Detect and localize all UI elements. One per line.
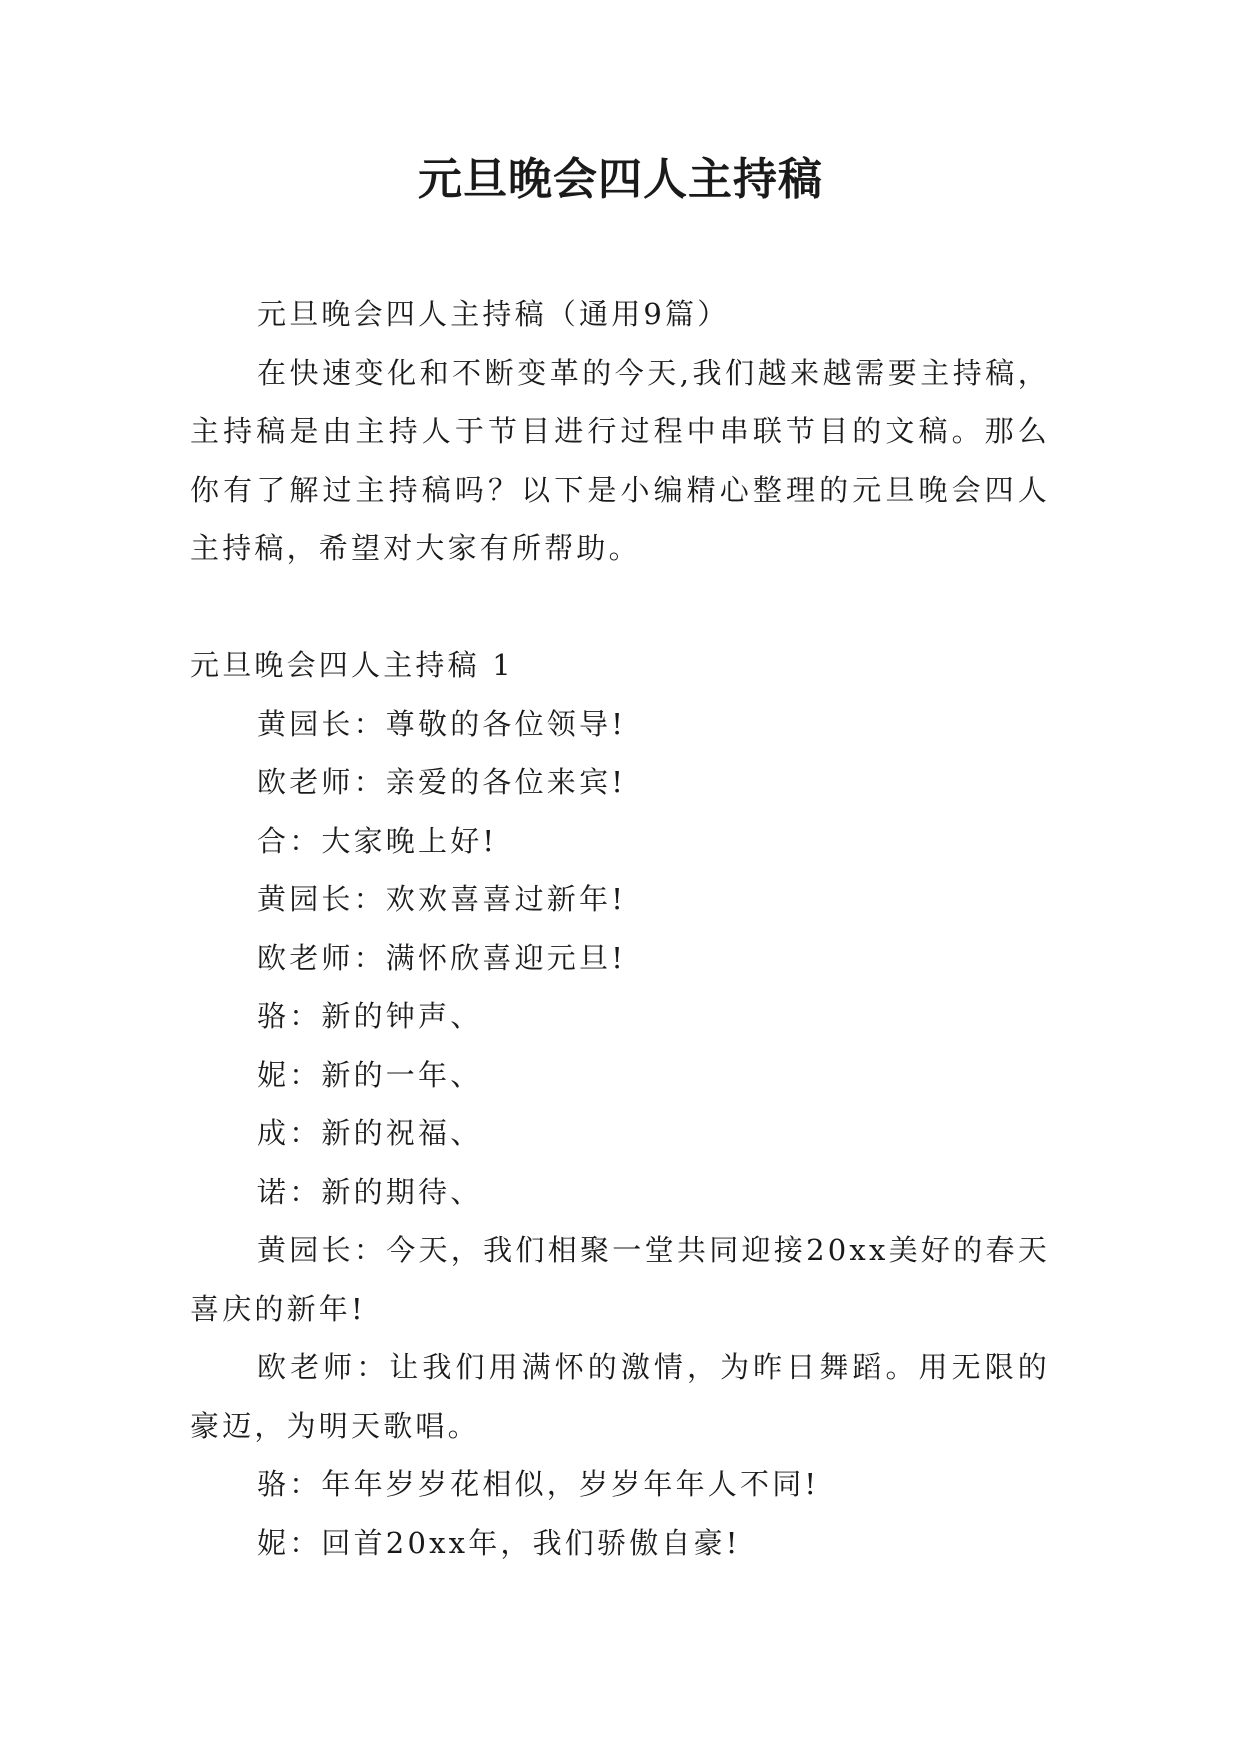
document-subtitle: 元旦晚会四人主持稿（通用9篇） <box>257 297 730 331</box>
script-line: 欧老师：满怀欣喜迎元旦! <box>257 940 627 975</box>
script-line: 成：新的祝福、 <box>257 1116 483 1150</box>
script-line: 欧老师：让我们用满怀的激情，为昨日舞蹈。用无限的豪迈，为明天歌唱。 <box>190 1350 1050 1443</box>
section-heading: 元旦晚会四人主持稿 1 <box>190 648 514 682</box>
script-line: 黄园长：今天，我们相聚一堂共同迎接20xx美好的春天喜庆的新年! <box>190 1233 1050 1326</box>
script-line: 黄园长：欢欢喜喜过新年! <box>257 882 627 916</box>
script-line: 骆：年年岁岁花相似，岁岁年年人不同! <box>257 1467 820 1501</box>
script-line: 骆：新的钟声、 <box>257 999 483 1033</box>
script-line: 黄园长：尊敬的各位领导! <box>257 706 627 741</box>
script-line: 欧老师：亲爱的各位来宾! <box>257 765 627 799</box>
paragraph-gap <box>190 578 1050 637</box>
document-title: 元旦晚会四人主持稿 <box>418 154 823 205</box>
document-body <box>190 285 1050 1572</box>
script-line: 妮：新的一年、 <box>257 1057 483 1092</box>
script-line: 妮：回首20xx年，我们骄傲自豪! <box>257 1525 741 1560</box>
script-line: 合：大家晚上好! <box>257 823 498 858</box>
script-line: 诺：新的期待、 <box>257 1174 483 1209</box>
intro-paragraph: 在快速变化和不断变革的今天,我们越来越需要主持稿，主持稿是由主持人于节目进行过程中串联节目的文稿。那么你有了解过主持稿吗？以下是小编精心整理的元旦晚会四人主持稿，希望对大家有所帮助。 <box>190 355 1050 565</box>
